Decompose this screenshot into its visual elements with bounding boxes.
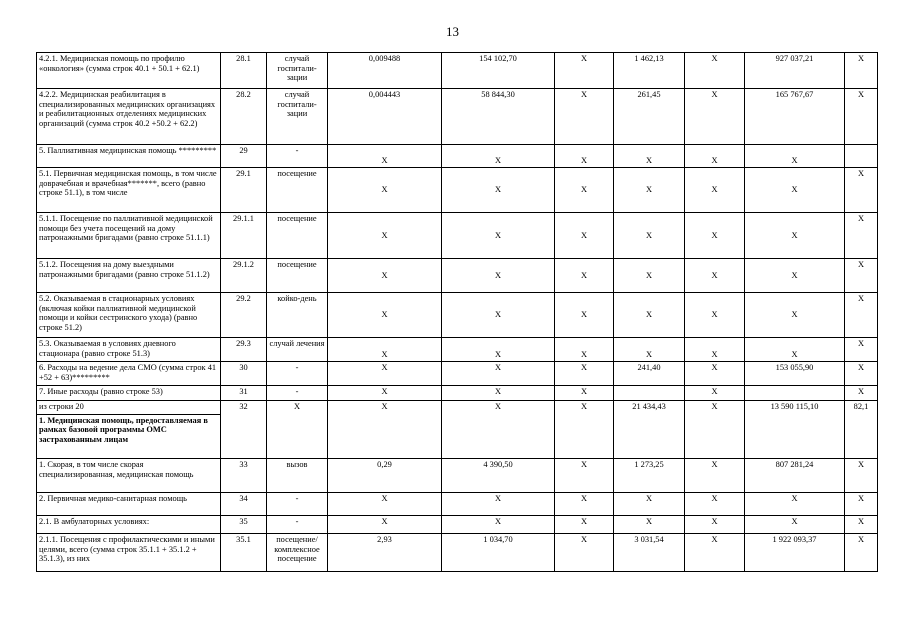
cell-value: Х bbox=[442, 386, 555, 401]
row-line: 29.2 bbox=[221, 293, 267, 338]
table-row bbox=[37, 53, 878, 89]
cell-value: Х bbox=[685, 259, 745, 293]
cell-value: Х bbox=[845, 168, 878, 213]
cell-value: Х bbox=[442, 401, 555, 459]
cell-value: Х bbox=[685, 145, 745, 168]
cell-value: Х bbox=[442, 145, 555, 168]
cell-value: 0,29 bbox=[328, 459, 442, 493]
cell-value: Х bbox=[555, 259, 614, 293]
cell-value: Х bbox=[845, 386, 878, 401]
cell-value: Х bbox=[745, 338, 845, 362]
cell-value: 165 767,67 bbox=[745, 89, 845, 145]
row-line: 34 bbox=[221, 493, 267, 516]
row-line: 31 bbox=[221, 386, 267, 401]
cell-value: Х bbox=[685, 534, 745, 572]
cell-value: 261,45 bbox=[614, 89, 685, 145]
cell-value: Х bbox=[845, 53, 878, 89]
row-line: 33 bbox=[221, 459, 267, 493]
cell-value: Х bbox=[745, 259, 845, 293]
cell-value: Х bbox=[442, 338, 555, 362]
cell-value bbox=[745, 386, 845, 401]
page-number: 13 bbox=[446, 24, 459, 39]
row-name: 4.2.1. Медицинская помощь по профилю «онкология» (сумма строк 40.1 + 50.1 + 62.1) bbox=[37, 53, 221, 89]
cell-value: Х bbox=[745, 168, 845, 213]
row-line: 32 bbox=[221, 401, 267, 459]
cell-value: Х bbox=[328, 145, 442, 168]
cell-value: Х bbox=[555, 213, 614, 259]
row-unit: Х bbox=[267, 401, 328, 459]
row-unit: - bbox=[267, 145, 328, 168]
table-row bbox=[37, 493, 878, 516]
table-row bbox=[37, 168, 878, 213]
row-name: 5. Паллиативная медицинская помощь ********* bbox=[37, 145, 221, 168]
row-line: 35 bbox=[221, 516, 267, 534]
row-unit: койко-день bbox=[267, 293, 328, 338]
row-unit: посещение bbox=[267, 168, 328, 213]
cell-value: Х bbox=[685, 89, 745, 145]
row-unit: случай лечения bbox=[267, 338, 328, 362]
cell-value: Х bbox=[614, 259, 685, 293]
cell-value: Х bbox=[328, 338, 442, 362]
cell-value: Х bbox=[614, 516, 685, 534]
row-name-plain: из строки 20 bbox=[39, 402, 84, 411]
row-line: 29.1.2 bbox=[221, 259, 267, 293]
row-name: 7. Иные расходы (равно строке 53) bbox=[37, 386, 221, 401]
row-unit: - bbox=[267, 386, 328, 401]
cell-value: 3 031,54 bbox=[614, 534, 685, 572]
cell-value: Х bbox=[555, 516, 614, 534]
row-unit: - bbox=[267, 516, 328, 534]
row-name: 2.1.1. Посещения с профилактическими и иными целями, всего (сумма строк 35.1.1 + 35.1.2 + 35.1.3), из них bbox=[37, 534, 221, 572]
table-row bbox=[37, 534, 878, 572]
row-line: 28.1 bbox=[221, 53, 267, 89]
cell-value: Х bbox=[442, 516, 555, 534]
row-name: 4.2.2. Медицинская реабилитация в специализированных медицинских организациях и реабилитационных отделениях медицинских организаций (сумма строк 40.2 +50.2 + 62.2) bbox=[37, 89, 221, 145]
cell-value: 58 844,30 bbox=[442, 89, 555, 145]
cell-value bbox=[614, 386, 685, 401]
table-row bbox=[37, 89, 878, 145]
row-unit: случай госпитали-зации bbox=[267, 53, 328, 89]
table-row bbox=[37, 516, 878, 534]
row-line: 35.1 bbox=[221, 534, 267, 572]
cell-value: Х bbox=[685, 516, 745, 534]
cell-value: Х bbox=[328, 168, 442, 213]
table-row bbox=[37, 401, 878, 459]
cell-value: Х bbox=[555, 168, 614, 213]
cell-value: Х bbox=[555, 145, 614, 168]
cell-value: Х bbox=[328, 259, 442, 293]
cell-value: Х bbox=[745, 293, 845, 338]
cell-value: Х bbox=[845, 259, 878, 293]
row-name: 5.2. Оказываемая в стационарных условиях (включая койки паллиативной медицинской помощи и койки сестринского ухода) (равно строке 51.2) bbox=[37, 293, 221, 338]
cell-value: Х bbox=[614, 168, 685, 213]
row-name-heading: 1. Медицинская помощь, предоставляемая в рамках базовой программы ОМС застрахованным лицам bbox=[37, 414, 220, 445]
cell-value: Х bbox=[745, 516, 845, 534]
cell-value: 13 590 115,10 bbox=[745, 401, 845, 459]
row-unit: посещение bbox=[267, 213, 328, 259]
cell-value: Х bbox=[685, 386, 745, 401]
row-name: 2. Первичная медико-санитарная помощь bbox=[37, 493, 221, 516]
cell-value: Х bbox=[442, 168, 555, 213]
cell-value: 154 102,70 bbox=[442, 53, 555, 89]
row-line: 30 bbox=[221, 362, 267, 386]
table-row bbox=[37, 338, 878, 362]
cell-value: Х bbox=[845, 459, 878, 493]
cell-value: Х bbox=[442, 213, 555, 259]
table-row bbox=[37, 259, 878, 293]
cell-value: Х bbox=[845, 362, 878, 386]
cell-value: Х bbox=[685, 338, 745, 362]
cell-value: Х bbox=[845, 493, 878, 516]
cell-value: Х bbox=[745, 145, 845, 168]
cell-value: Х bbox=[555, 534, 614, 572]
cell-value: 241,40 bbox=[614, 362, 685, 386]
row-line: 29.1 bbox=[221, 168, 267, 213]
cell-value: Х bbox=[845, 516, 878, 534]
cell-value: Х bbox=[614, 338, 685, 362]
cell-value: Х bbox=[685, 293, 745, 338]
cell-value: Х bbox=[555, 338, 614, 362]
cell-value: 2,93 bbox=[328, 534, 442, 572]
table-row bbox=[37, 362, 878, 386]
cell-value: Х bbox=[614, 293, 685, 338]
table-row bbox=[37, 213, 878, 259]
row-name: 5.1.1. Посещение по паллиативной медицинской помощи без учета посещений на дому патронажными бригадами (равно строке 51.1.1) bbox=[37, 213, 221, 259]
row-unit: вызов bbox=[267, 459, 328, 493]
funding-table bbox=[36, 52, 878, 572]
row-unit: - bbox=[267, 362, 328, 386]
row-name bbox=[37, 401, 221, 459]
cell-value: Х bbox=[555, 89, 614, 145]
cell-value: Х bbox=[685, 168, 745, 213]
cell-value: Х bbox=[328, 516, 442, 534]
row-unit: посещение bbox=[267, 259, 328, 293]
cell-value: Х bbox=[328, 362, 442, 386]
row-line: 29 bbox=[221, 145, 267, 168]
row-name: 5.1. Первичная медицинская помощь, в том числе доврачебная и врачебная*******, всего (равно строке 51.1), в том числе bbox=[37, 168, 221, 213]
cell-value bbox=[845, 145, 878, 168]
cell-value: Х bbox=[845, 293, 878, 338]
cell-value: Х bbox=[745, 213, 845, 259]
cell-value: 1 034,70 bbox=[442, 534, 555, 572]
cell-value: Х bbox=[555, 293, 614, 338]
row-name: 1. Скорая, в том числе скорая специализированная, медицинская помощь bbox=[37, 459, 221, 493]
table-row bbox=[37, 386, 878, 401]
cell-value: Х bbox=[442, 493, 555, 516]
cell-value: Х bbox=[745, 493, 845, 516]
row-name: 5.1.2. Посещения на дому выездными патронажными бригадами (равно строке 51.1.2) bbox=[37, 259, 221, 293]
cell-value: 82,1 bbox=[845, 401, 878, 459]
cell-value: Х bbox=[555, 362, 614, 386]
cell-value: Х bbox=[442, 362, 555, 386]
cell-value: 0,004443 bbox=[328, 89, 442, 145]
cell-value: 927 037,21 bbox=[745, 53, 845, 89]
row-unit: - bbox=[267, 493, 328, 516]
cell-value: Х bbox=[328, 401, 442, 459]
cell-value: Х bbox=[685, 401, 745, 459]
table-row bbox=[37, 459, 878, 493]
cell-value: 1 273,25 bbox=[614, 459, 685, 493]
cell-value: 153 055,90 bbox=[745, 362, 845, 386]
cell-value: Х bbox=[555, 459, 614, 493]
cell-value: Х bbox=[328, 493, 442, 516]
cell-value: Х bbox=[845, 338, 878, 362]
cell-value: Х bbox=[685, 459, 745, 493]
row-unit: посещение/ комплексное посещение bbox=[267, 534, 328, 572]
cell-value: Х bbox=[685, 213, 745, 259]
cell-value: Х bbox=[685, 493, 745, 516]
cell-value: 0,009488 bbox=[328, 53, 442, 89]
table-row bbox=[37, 145, 878, 168]
cell-value: Х bbox=[614, 145, 685, 168]
cell-value: Х bbox=[442, 293, 555, 338]
row-line: 29.1.1 bbox=[221, 213, 267, 259]
cell-value: 1 922 093,37 bbox=[745, 534, 845, 572]
cell-value: Х bbox=[845, 89, 878, 145]
cell-value: Х bbox=[555, 386, 614, 401]
row-line: 29.3 bbox=[221, 338, 267, 362]
cell-value: 807 281,24 bbox=[745, 459, 845, 493]
cell-value: Х bbox=[328, 386, 442, 401]
cell-value: 4 390,50 bbox=[442, 459, 555, 493]
cell-value: Х bbox=[685, 362, 745, 386]
cell-value: Х bbox=[845, 534, 878, 572]
cell-value: 1 462,13 bbox=[614, 53, 685, 89]
row-name: 6. Расходы на ведение дела СМО (сумма строк 41 +52 + 63)********* bbox=[37, 362, 221, 386]
cell-value: Х bbox=[614, 493, 685, 516]
table-row bbox=[37, 293, 878, 338]
cell-value: 21 434,43 bbox=[614, 401, 685, 459]
row-line: 28.2 bbox=[221, 89, 267, 145]
cell-value: Х bbox=[614, 213, 685, 259]
row-name: 2.1. В амбулаторных условиях: bbox=[37, 516, 221, 534]
cell-value: Х bbox=[555, 401, 614, 459]
cell-value: Х bbox=[328, 213, 442, 259]
cell-value: Х bbox=[685, 53, 745, 89]
cell-value: Х bbox=[845, 213, 878, 259]
row-unit: случай госпитали-зации bbox=[267, 89, 328, 145]
cell-value: Х bbox=[555, 53, 614, 89]
cell-value: Х bbox=[555, 493, 614, 516]
cell-value: Х bbox=[442, 259, 555, 293]
cell-value: Х bbox=[328, 293, 442, 338]
row-name: 5.3. Оказываемая в условиях дневного стационара (равно строке 51.3) bbox=[37, 338, 221, 362]
